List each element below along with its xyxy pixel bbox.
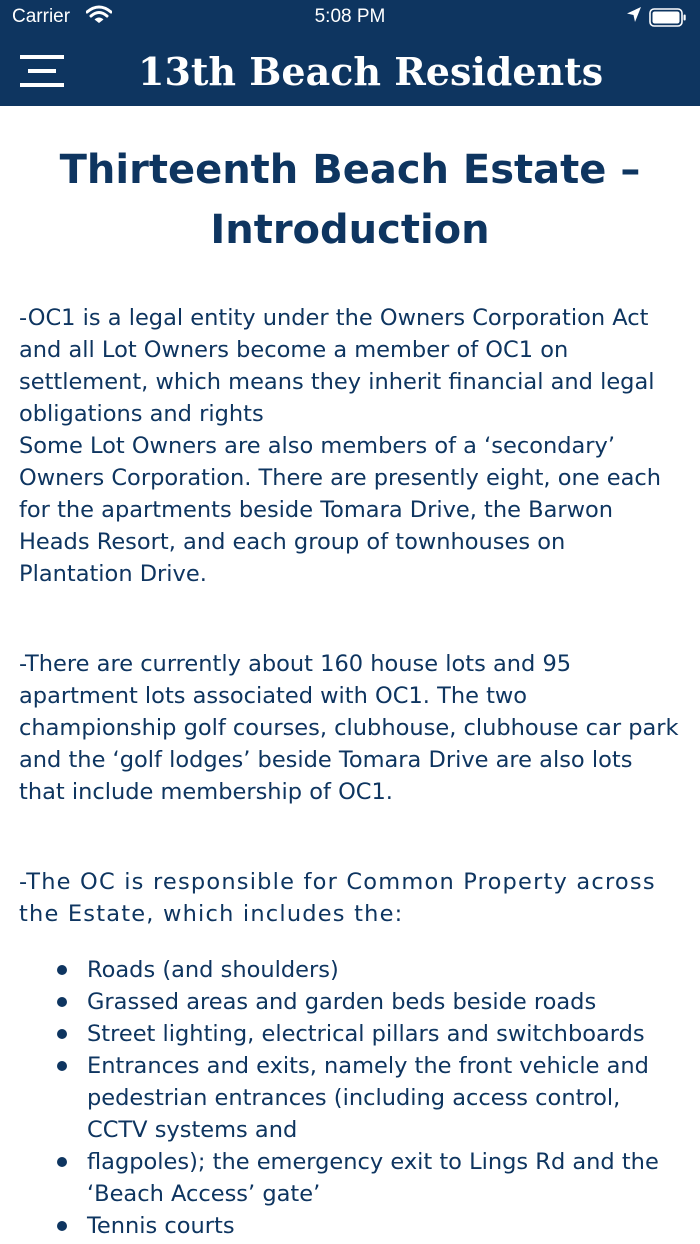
intro-paragraph <box>19 302 682 590</box>
carrier-label: Carrier <box>12 6 71 27</box>
bullet-icon <box>57 1061 67 1071</box>
bullet-icon <box>57 1157 67 1167</box>
bullet-icon <box>57 1221 67 1231</box>
location-arrow-icon <box>626 6 642 30</box>
list-item-text: Entrances and exits, namely the front vehicle and pedestrian entrances (including access control, CCTV systems and <box>87 1053 649 1143</box>
responsibility-paragraph: -The OC is responsible for Common Property across the Estate, which includes the: <box>19 869 656 927</box>
page-title: Thirteenth Beach Estate – Introduction <box>59 147 641 253</box>
status-bar <box>0 0 700 36</box>
list-item <box>87 986 686 1018</box>
page-content[interactable] <box>0 106 700 1244</box>
app-header <box>0 0 700 106</box>
lots-paragraph: -There are currently about 160 house lots and 95 apartment lots associated with OC1. The two championship golf courses, clubhouse, clubhouse car park and the ‘golf lodges’ beside Tomara Drive are also lots that include membership of OC1. <box>19 651 679 805</box>
list-item <box>87 1210 686 1242</box>
list-item <box>87 1018 686 1050</box>
app-title: 13th Beach Residents <box>138 49 604 94</box>
bullet-icon <box>57 965 67 975</box>
bullet-icon <box>57 997 67 1007</box>
list-item <box>87 1050 686 1146</box>
intro-line-1: -OC1 is a legal entity under the Owners Corporation Act and all Lot Owners become a member of OC1 on settlement, which means they inherit financial and legal obligations and rights <box>19 305 655 427</box>
list-item-text: Roads (and shoulders) <box>87 957 339 983</box>
status-time: 5:08 PM <box>314 6 386 27</box>
list-item <box>87 1146 686 1210</box>
battery-icon <box>649 8 687 27</box>
bullet-icon <box>57 1029 67 1039</box>
list-item <box>87 954 686 986</box>
hamburger-menu-icon[interactable] <box>20 55 64 89</box>
intro-line-2: Some Lot Owners are also members of a ‘secondary’ Owners Corporation. There are presently eight, one each for the apartments beside Tomara Drive, the Barwon Heads Resort, and each group of townhouses on Plantation Drive. <box>19 433 661 587</box>
list-item-text: flagpoles); the emergency exit to Lings Rd and the ‘Beach Access’ gate’ <box>87 1149 659 1207</box>
list-item-text: Grassed areas and garden beds beside roads <box>87 989 597 1015</box>
list-item-text: Street lighting, electrical pillars and switchboards <box>87 1021 645 1047</box>
common-property-list <box>0 954 700 1242</box>
list-item-text: Tennis courts <box>87 1213 235 1239</box>
